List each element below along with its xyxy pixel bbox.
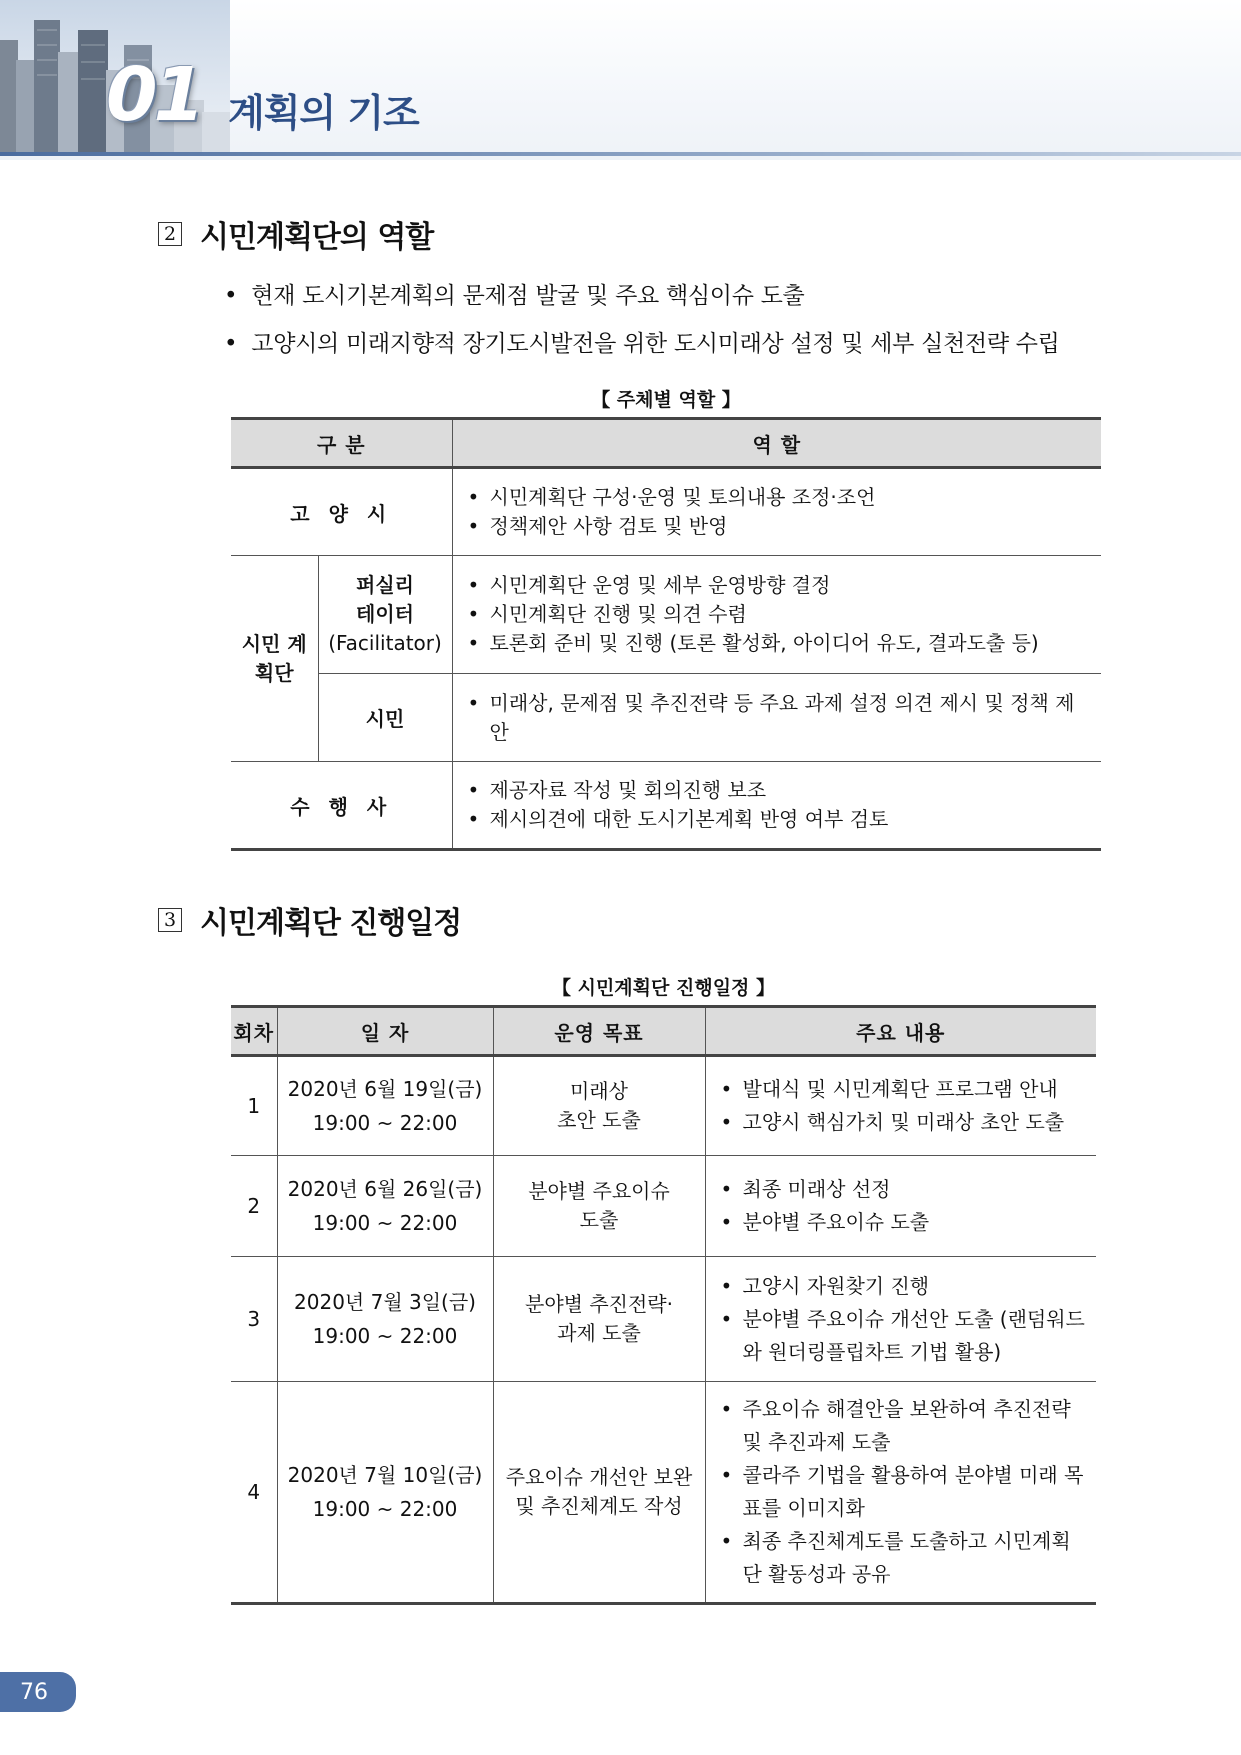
group-cell: 수 행 사 — [231, 762, 452, 850]
content-cell — [705, 1382, 1096, 1604]
content-item: • 분야별 주요이슈 개선안 도출 (랜덤워드와 원더링플립차트 기법 활용) — [721, 1303, 1086, 1369]
table-row — [231, 1257, 1096, 1382]
section-title: 시민계획단 진행일정 — [200, 906, 462, 941]
column-header: 역 할 — [452, 419, 1101, 468]
roles-table — [231, 417, 1101, 851]
content-cell — [705, 1257, 1096, 1382]
bullet-item: • 고양시의 미래지향적 장기도시발전을 위한 도시미래상 설정 및 세부 실천전략 수립 — [224, 320, 1060, 368]
content-cell — [705, 1056, 1096, 1156]
table-row — [231, 556, 1101, 674]
chapter-number: 01 — [106, 52, 201, 138]
section-number-box: 3 — [158, 908, 182, 932]
date-cell — [277, 1257, 493, 1382]
sub-group-cell: 퍼실리 테이터 (Facilitator) — [318, 556, 452, 674]
content-item: • 고양시 자원찾기 진행 — [721, 1270, 1086, 1303]
section-number-box: 2 — [158, 222, 182, 246]
role-item: • 제시의견에 대한 도시기본계획 반영 여부 검토 — [468, 805, 1091, 834]
page-number: 76 — [20, 1679, 48, 1705]
session-time: 19:00 ~ 22:00 — [312, 1211, 458, 1235]
content-item: • 발대식 및 시민계획단 프로그램 안내 — [721, 1073, 1086, 1106]
role-item: • 시민계획단 구성·운영 및 토의내용 조정·조언 — [468, 483, 1091, 512]
session-number: 3 — [231, 1257, 277, 1382]
goal-cell — [493, 1257, 705, 1382]
table-row — [231, 1156, 1096, 1257]
role-item: • 제공자료 작성 및 회의진행 보조 — [468, 776, 1091, 805]
banner-divider — [0, 152, 1241, 156]
content-item: • 콜라주 기법을 활용하여 분야별 미래 목표를 이미지화 — [721, 1459, 1086, 1525]
page-number-tab — [0, 1672, 76, 1712]
session-time: 19:00 ~ 22:00 — [312, 1497, 458, 1521]
column-header: 일 자 — [277, 1007, 493, 1056]
goal-line: 과제 도출 — [557, 1321, 641, 1345]
column-header: 운영 목표 — [493, 1007, 705, 1056]
content-item: • 최종 미래상 선정 — [721, 1173, 1086, 1206]
session-number: 4 — [231, 1382, 277, 1604]
roles-cell — [452, 762, 1101, 850]
session-date: 2020년 6월 19일(금) — [287, 1077, 483, 1101]
table-row — [231, 674, 1101, 762]
section-title: 시민계획단의 역할 — [200, 220, 434, 255]
goal-line: 도출 — [579, 1208, 619, 1232]
column-header: 주요 내용 — [705, 1007, 1096, 1056]
roles-cell — [452, 674, 1101, 762]
content-cell — [705, 1156, 1096, 1257]
session-number: 2 — [231, 1156, 277, 1257]
section-2-bullets — [224, 272, 1060, 368]
content-item: • 주요이슈 해결안을 보완하여 추진전략 및 추진과제 도출 — [721, 1393, 1086, 1459]
role-item: • 시민계획단 진행 및 의견 수렴 — [468, 600, 1091, 629]
chapter-title: 계획의 기조 — [228, 91, 419, 135]
roles-cell — [452, 556, 1101, 674]
goal-line: 초안 도출 — [557, 1108, 641, 1132]
section-3-heading — [158, 898, 461, 942]
table-row — [231, 1382, 1096, 1604]
goal-cell — [493, 1056, 705, 1156]
session-date: 2020년 6월 26일(금) — [287, 1177, 483, 1201]
session-date: 2020년 7월 3일(금) — [294, 1290, 476, 1314]
table-row — [231, 762, 1101, 850]
table-row — [231, 1056, 1096, 1156]
chapter-banner — [0, 0, 1241, 160]
role-item: • 시민계획단 운영 및 세부 운영방향 결정 — [468, 571, 1091, 600]
table-caption: 【 주체별 역할 】 — [591, 389, 741, 411]
group-cell: 고 양 시 — [231, 468, 452, 556]
goal-line: 분야별 주요이슈 — [528, 1179, 670, 1203]
content-item: • 최종 추진체계도를 도출하고 시민계획단 활동성과 공유 — [721, 1525, 1086, 1591]
table-row — [231, 468, 1101, 556]
content-item: • 분야별 주요이슈 도출 — [721, 1206, 1086, 1239]
date-cell — [277, 1382, 493, 1604]
goal-line: 미래상 — [570, 1079, 628, 1103]
column-header: 구 분 — [231, 419, 452, 468]
sub-group-cell: 시민 — [318, 674, 452, 762]
goal-cell — [493, 1382, 705, 1604]
roles-cell — [452, 468, 1101, 556]
role-item: • 미래상, 문제점 및 추진전략 등 주요 과제 설정 의견 제시 및 정책 제안 — [468, 689, 1091, 747]
date-cell — [277, 1156, 493, 1257]
goal-line: 분야별 추진전략· — [525, 1292, 673, 1316]
session-time: 19:00 ~ 22:00 — [312, 1324, 458, 1348]
goal-line: 및 추진체계도 작성 — [515, 1494, 683, 1518]
session-number: 1 — [231, 1056, 277, 1156]
bullet-item: • 현재 도시기본계획의 문제점 발굴 및 주요 핵심이슈 도출 — [224, 272, 1060, 320]
goal-cell — [493, 1156, 705, 1257]
goal-line: 주요이슈 개선안 보완 — [505, 1465, 693, 1489]
content-item: • 고양시 핵심가치 및 미래상 초안 도출 — [721, 1106, 1086, 1139]
section-2-heading — [158, 212, 433, 256]
role-item: • 정책제안 사항 검토 및 반영 — [468, 512, 1091, 541]
group-cell: 시민 계획단 — [231, 556, 318, 762]
column-header: 회차 — [231, 1007, 277, 1056]
role-item: • 토론회 준비 및 진행 (토론 활성화, 아이디어 유도, 결과도출 등) — [468, 629, 1091, 658]
date-cell — [277, 1056, 493, 1156]
table-caption: 【 시민계획단 진행일정 】 — [551, 977, 776, 999]
session-date: 2020년 7월 10일(금) — [287, 1463, 483, 1487]
session-time: 19:00 ~ 22:00 — [312, 1111, 458, 1135]
schedule-table — [231, 1005, 1096, 1605]
